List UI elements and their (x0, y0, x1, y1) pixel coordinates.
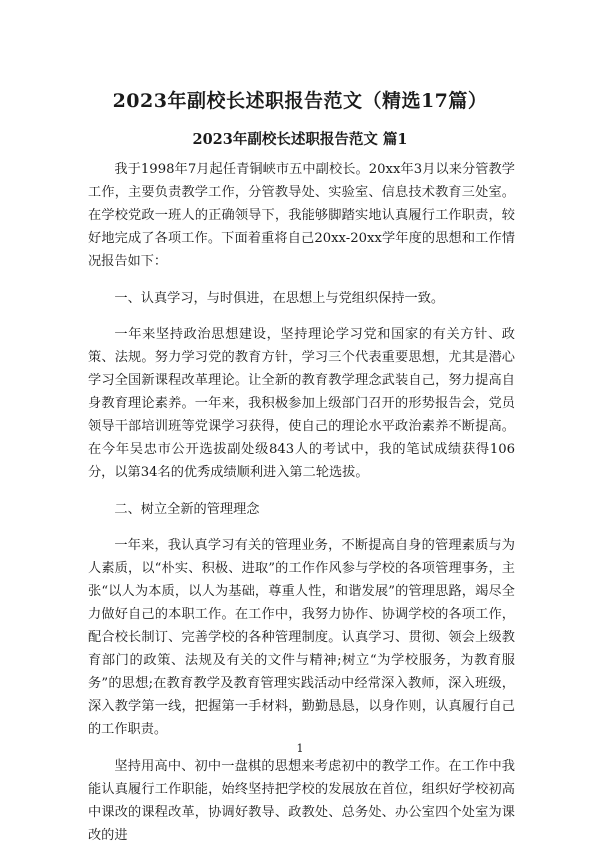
document-title: 2023年副校长述职报告范文（精选17篇） (112, 90, 488, 112)
paragraph-study: 一年来坚持政治思想建设，坚持理论学习党和国家的有关方针、政策、法规。努力学习党的教育方针，学习三个代表重要思想，尤其是潜心学习全国新课程改革理论。让全新的教育教学理念武装自己，努力提高自身教育理论素养。一年来，我积极参加上级部门召开的形势报告会，党员领导干部培训班等党课学习获得，使自己的理论水平政治素养不断提高。在今年吴忠市公开选拔副处级843人的考试中，我的笔试成绩获得106分，以第34名的优秀成绩顺利进入第二轮选拔。 (88, 327, 515, 480)
paragraph-teaching: 坚持用高中、初中一盘棋的思想来考虑初中的教学工作。在工作中我能认真履行工作职能，始终坚持把学校的发展放在首位，组织好学校初高中课改的课程改革，协调好教导、政教处、总务处、办公室四个处室为课改的进 (88, 759, 515, 843)
paragraph-heading-2: 二、树立全新的管理理念 (114, 502, 260, 517)
paragraph-intro: 我于1998年7月起任青铜峡市五中副校长。20xx年3月以来分管教学工作，主要负责教学工作，分管教导处、实验室、信息技术教育三处室。在学校党政一班人的正确领导下，我能够脚踏实地认真履行工作职责，较好地完成了各项工作。下面着重将自己20xx-20xx学年度的思想和工作情况报告如下： (88, 162, 515, 269)
paragraph-management: 一年来，我认真学习有关的管理业务，不断提高自身的管理素质与为人素质，以“朴实、积极、进取”的工作作风参与学校的各项管理事务，主张“以人为本质，以人为基础，尊重人性，和谐发展”的管理思路，竭尽全力做好自己的本职工作。在工作中，我努力协作、协调学校的各项工作，配合校长制订、完善学校的各种管理制度。认真学习、贯彻、领会上级教育部门的政策、法规及有关的文件与精神;树立“为学校服务，为教育服务”的思想;在教育教学及教育管理实践活动中经常深入教师，深入班级，深入教学第一线，把握第一手材料，勤勤恳恳，以身作则，认真履行自己的工作职责。 (88, 538, 515, 737)
paragraph-heading-1: 一、认真学习，与时俱进，在思想上与党组织保持一致。 (114, 291, 445, 306)
page-number: 1 (296, 742, 304, 755)
section-title: 2023年副校长述职报告范文 篇1 (192, 131, 408, 148)
